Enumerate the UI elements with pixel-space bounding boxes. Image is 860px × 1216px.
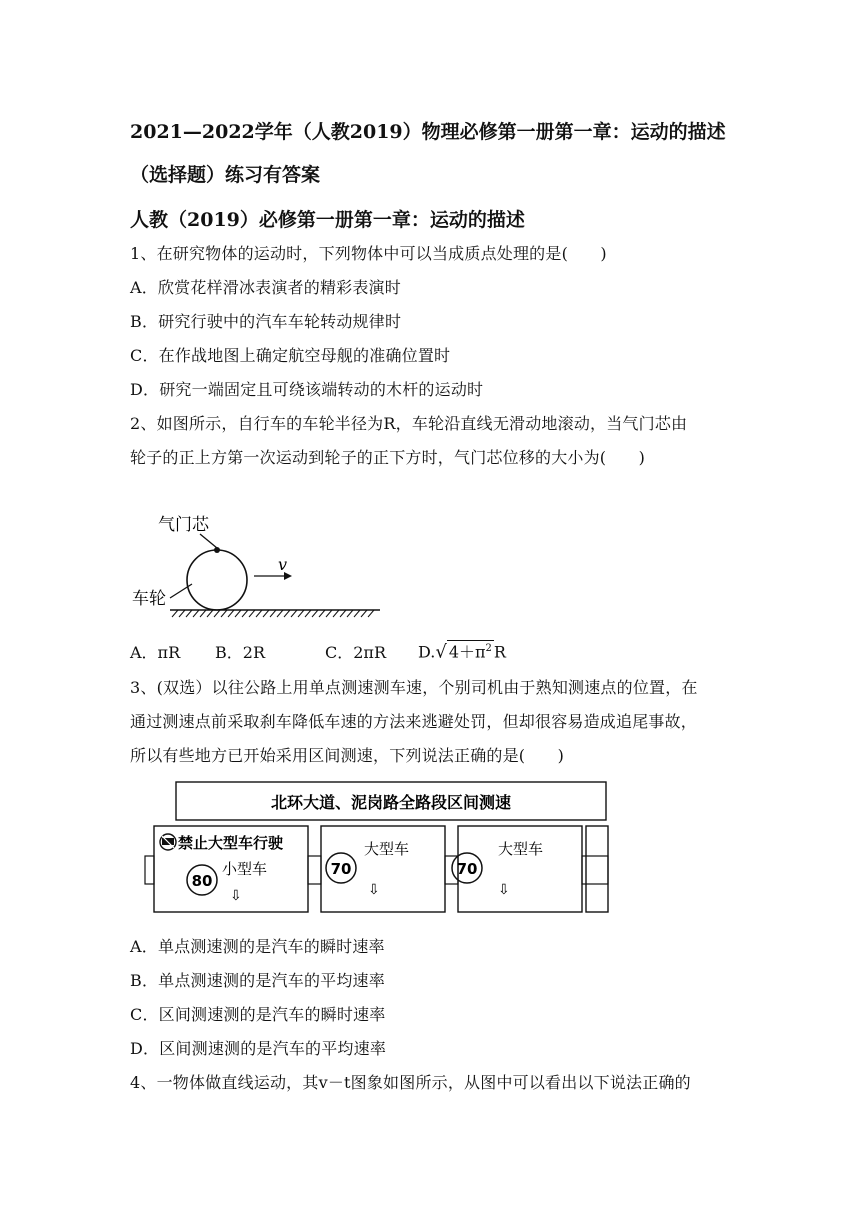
right-post — [586, 826, 608, 912]
q3-option-a: A．单点测速测的是汽车的瞬时速率 — [130, 937, 385, 956]
q1-stem: 1、在研究物体的运动时，下列物体中可以当成质点处理的是( ) — [130, 244, 607, 263]
velocity-label: v — [278, 555, 288, 574]
sign-2-vehicle: 大型车 — [364, 840, 410, 858]
valve-label: 气门芯 — [158, 515, 209, 535]
q3-option-b: B．单点测速测的是汽车的平均速率 — [130, 971, 385, 990]
q2-option-c: C．2πR — [325, 643, 386, 662]
camera-arrow-1-icon: ⇩ — [230, 888, 242, 904]
sign-1-speed: 80 — [191, 872, 213, 890]
left-post — [145, 856, 154, 884]
q1-option-a: A．欣赏花样滑冰表演者的精彩表演时 — [130, 278, 401, 297]
connector-1 — [308, 856, 321, 884]
q3-stem-line-3: 所以有些地方已开始采用区间测速，下列说法正确的是( ) — [130, 746, 565, 765]
sign-3-vehicle: 大型车 — [498, 840, 544, 858]
q3-stem-line-1: 3、(双选）以往公路上用单点测速测车速，个别司机由于熟知测速点的位置，在 — [130, 678, 698, 697]
speed-camera-figure — [142, 780, 612, 914]
q2-option-a: A．πR — [130, 643, 181, 662]
valve-pointer-line — [200, 534, 217, 548]
sqrt-sign-icon: √ — [435, 641, 447, 663]
q2-stem-line-1: 2、如图所示，自行车的车轮半径为R，车轮沿直线无滑动地滚动，当气门芯由 — [130, 414, 688, 433]
ground-hatching — [172, 610, 374, 617]
q2-option-d-radicand: $4+\pi^2$ — [447, 640, 494, 660]
q2-option-d-suffix: R — [493, 642, 506, 662]
q2-option-b: B．2R — [215, 643, 265, 662]
sign-1-vehicle: 小型车 — [222, 860, 268, 878]
q2-stem-line-2: 轮子的正上方第一次运动到轮子的正下方时，气门芯位移的大小为( ) — [130, 448, 646, 467]
q1-option-d: D．研究一端固定且可绕该端转动的木杆的运动时 — [130, 380, 484, 399]
camera-arrow-2-icon: ⇩ — [368, 882, 380, 898]
sign-2-speed: 70 — [330, 860, 352, 878]
q2-option-d — [418, 640, 506, 662]
q3-option-d: D．区间测速测的是汽车的平均速率 — [130, 1039, 387, 1058]
q3-stem-line-2: 通过测速点前采取刹车降低车速的方法来逃避处罚，但却很容易造成追尾事故， — [130, 712, 698, 731]
q1-option-c: C．在作战地图上确定航空母舰的准确位置时 — [130, 346, 451, 365]
camera-arrow-3-icon: ⇩ — [498, 882, 510, 898]
document-title-line-2: （选择题）练习有答案 — [130, 164, 321, 186]
document-title-line-1: 2021—2022学年（人教2019）物理必修第一册第一章：运动的描述 — [130, 121, 726, 143]
banner-text: 北环大道、泥岗路全路段区间测速 — [270, 793, 512, 812]
sign-1-text: 禁止大型车行驶 — [178, 834, 284, 852]
wheel-label: 车轮 — [132, 589, 166, 609]
q2-option-d-prefix: D. — [418, 642, 436, 662]
q1-option-b: B．研究行驶中的汽车车轮转动规律时 — [130, 312, 402, 331]
sign-3-speed: 70 — [456, 860, 478, 878]
bicycle-wheel-figure — [128, 506, 388, 622]
section-heading: 人教（2019）必修第一册第一章：运动的描述 — [130, 209, 525, 231]
q3-option-c: C．区间测速测的是汽车的瞬时速率 — [130, 1005, 386, 1024]
wheel-circle — [187, 550, 247, 610]
q4-stem-line-1: 4、一物体做直线运动，其v－t图象如图所示，从图中可以看出以下说法正确的 — [130, 1073, 691, 1092]
